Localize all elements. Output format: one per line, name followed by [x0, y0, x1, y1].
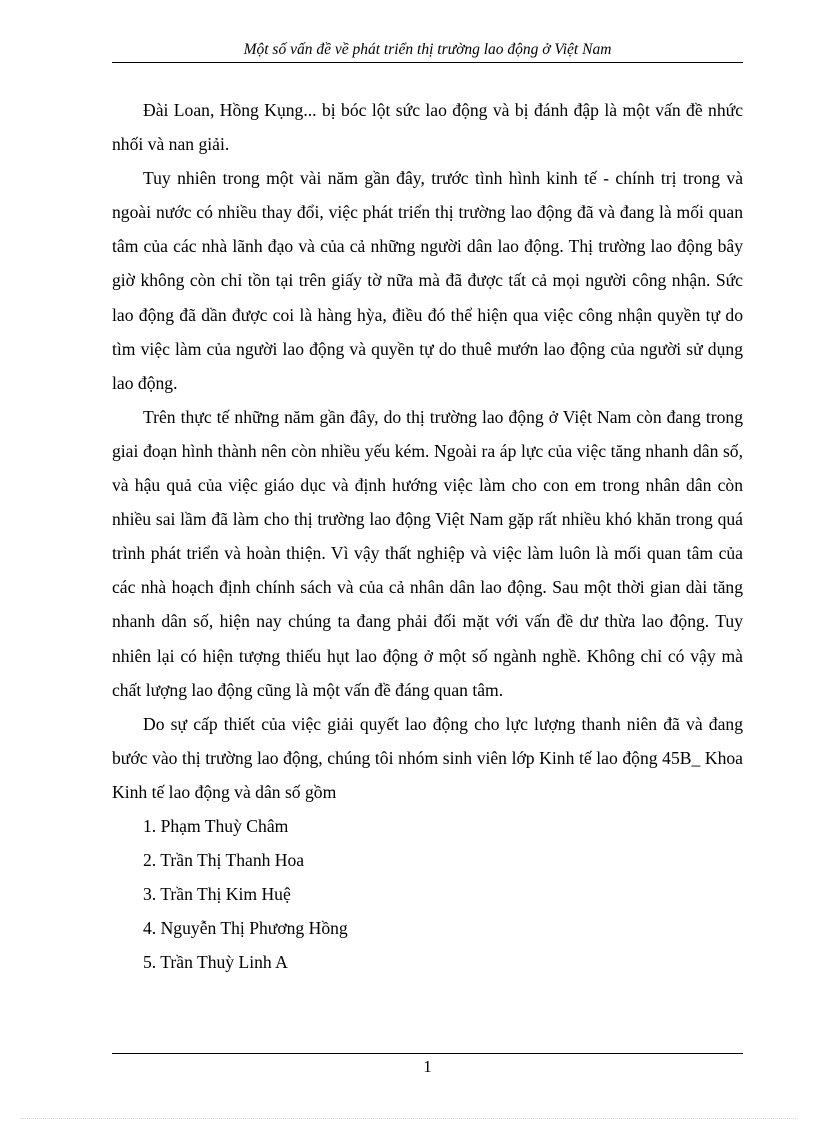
member-item: 4. Nguyễn Thị Phương Hồng [143, 918, 348, 939]
paragraph-4: Do sự cấp thiết của việc giải quyết lao động cho lực lượng thanh niên đã và đang bước vào thị trường lao động, chúng tôi nhóm sinh viên lớp Kinh tế lao động 45B_ Khoa Kinh tế lao động và dân số gồm [112, 713, 743, 802]
paragraph-1: Đài Loan, Hồng Kụng... bị bóc lột sức lao động và bị đánh đập là một vấn đề nhức nhối và nan giải. [112, 100, 743, 155]
member-item: 2. Trần Thị Thanh Hoa [143, 850, 305, 871]
member-item: 3. Trần Thị Kim Huệ [143, 884, 291, 905]
footer-divider [112, 1053, 743, 1054]
header-divider [112, 62, 743, 63]
paragraph-2: Tuy nhiên trong một vài năm gần đây, trước tình hình kinh tế - chính trị trong và ngoài nước có nhiều thay đổi, việc phát triển thị trường lao động đã và đang là mối quan tâm của các nhà lãnh đạo và của cả những người dân lao động. Thị trường lao động bây giờ không còn chỉ tồn tại trên giấy tờ nữa mà đã được tất cả mọi người công nhận. Sức lao động đã dần được coi là hàng hỳa, điều đó thể hiện qua việc công nhận quyền tự do tìm việc làm của người lao động và quyền tự do thuê mướn lao động của người sử dụng lao động. [112, 168, 743, 393]
member-list [112, 809, 743, 979]
page-bottom-edge [20, 1118, 796, 1119]
paragraph-3: Trên thực tế những năm gần đây, do thị trường lao động ở Việt Nam còn đang trong giai đoạn hình thành nên còn nhiều yếu kém. Ngoài ra áp lực của việc tăng nhanh dân số, và hậu quả của việc giáo dục và định hướng việc làm cho con em trong nhân dân còn nhiều sai lầm đã làm cho thị trường lao động Việt Nam gặp rất nhiều khó khăn trong quá trình phát triển và hoàn thiện. Vì vậy thất nghiệp và việc làm luôn là mối quan tâm của các nhà hoạch định chính sách và của cả nhân dân lao động. Sau một thời gian dài tăng nhanh dân số, hiện nay chúng ta đang phải đối mặt với vấn đề dư thừa lao động. Tuy nhiên lại có hiện tượng thiếu hụt lao động ở một số ngành nghề. Không chỉ có vậy mà chất lượng lao động cũng là một vấn đề đáng quan tâm. [112, 406, 743, 700]
member-item: 1. Phạm Thuỳ Châm [143, 815, 289, 836]
member-item: 5. Trần Thuỳ Linh A [143, 952, 288, 973]
document-body [112, 93, 743, 979]
running-header-title: Một số vấn đề về phát triển thị trường lao động ở Việt Nam [243, 41, 612, 58]
page-number: 1 [423, 1057, 432, 1076]
